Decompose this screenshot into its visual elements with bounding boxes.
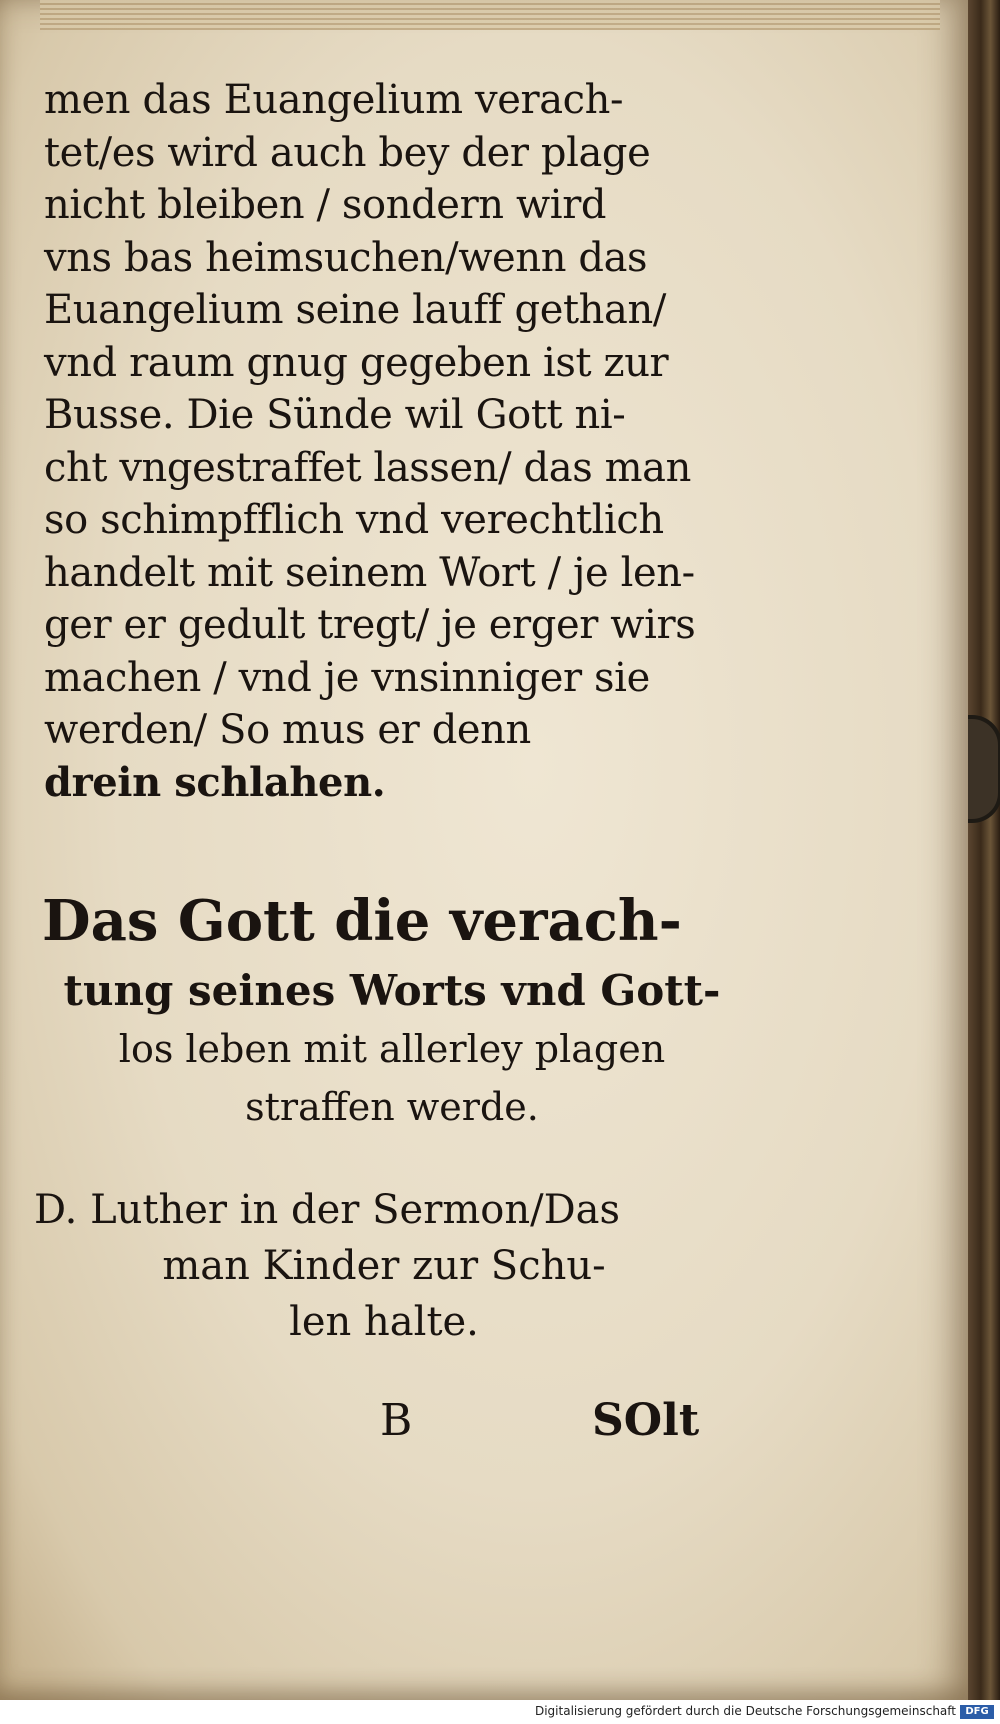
heading-line: tung seines Worts vnd Gott- [63,966,721,1015]
body-line: men das Euangelium verach- [44,77,624,123]
catchword: SOlt [592,1395,700,1446]
body-line: drein schlahen. [44,758,386,806]
heading-line: Das Gott die verach- [42,888,682,954]
source-citation [34,1182,734,1350]
footer-bar [0,1700,1000,1724]
heading-line: los leben mit allerley plagen [118,1027,666,1071]
body-line: machen / vnd je vnsinniger sie [44,654,650,701]
citation-line: len halte. [289,1299,479,1345]
section-heading [42,880,742,1136]
clasp-icon [968,715,1000,823]
body-line: Busse. Die Sünde wil Gott ni- [44,392,626,438]
book-binding-edge [968,0,1000,1700]
citation-line: D. Luther in der Sermon/Das [34,1187,621,1233]
page-edge [40,0,940,30]
body-line: handelt mit seinem Wort / je len- [44,549,695,596]
body-line: nicht bleiben / sondern wird [44,182,607,228]
citation-line: man Kinder zur Schu- [162,1243,606,1289]
body-line: so schimpfflich vnd verechtlich [44,497,664,543]
body-text [44,74,744,809]
body-line: vns bas heimsuchen/wenn das [44,234,648,281]
footer-credit: Digitalisierung gefördert durch die Deutsche Forschungsgemeinschaft [534,1704,956,1718]
body-line: vnd raum gnug gegeben ist zur [44,339,669,386]
heading-line: straffen werde. [245,1085,539,1129]
body-line: tet/es wird auch bey der plage [44,129,651,176]
dfg-logo: DFG [960,1705,994,1719]
body-line: cht vngestraffet lassen/ das man [44,444,691,491]
signature-mark: B [380,1395,413,1446]
body-line: werden/ So mus er denn [44,707,531,753]
body-line: Euangelium seine lauff gethan/ [44,287,666,333]
body-line: ger er gedult tregt/ je erger wirs [44,602,696,648]
